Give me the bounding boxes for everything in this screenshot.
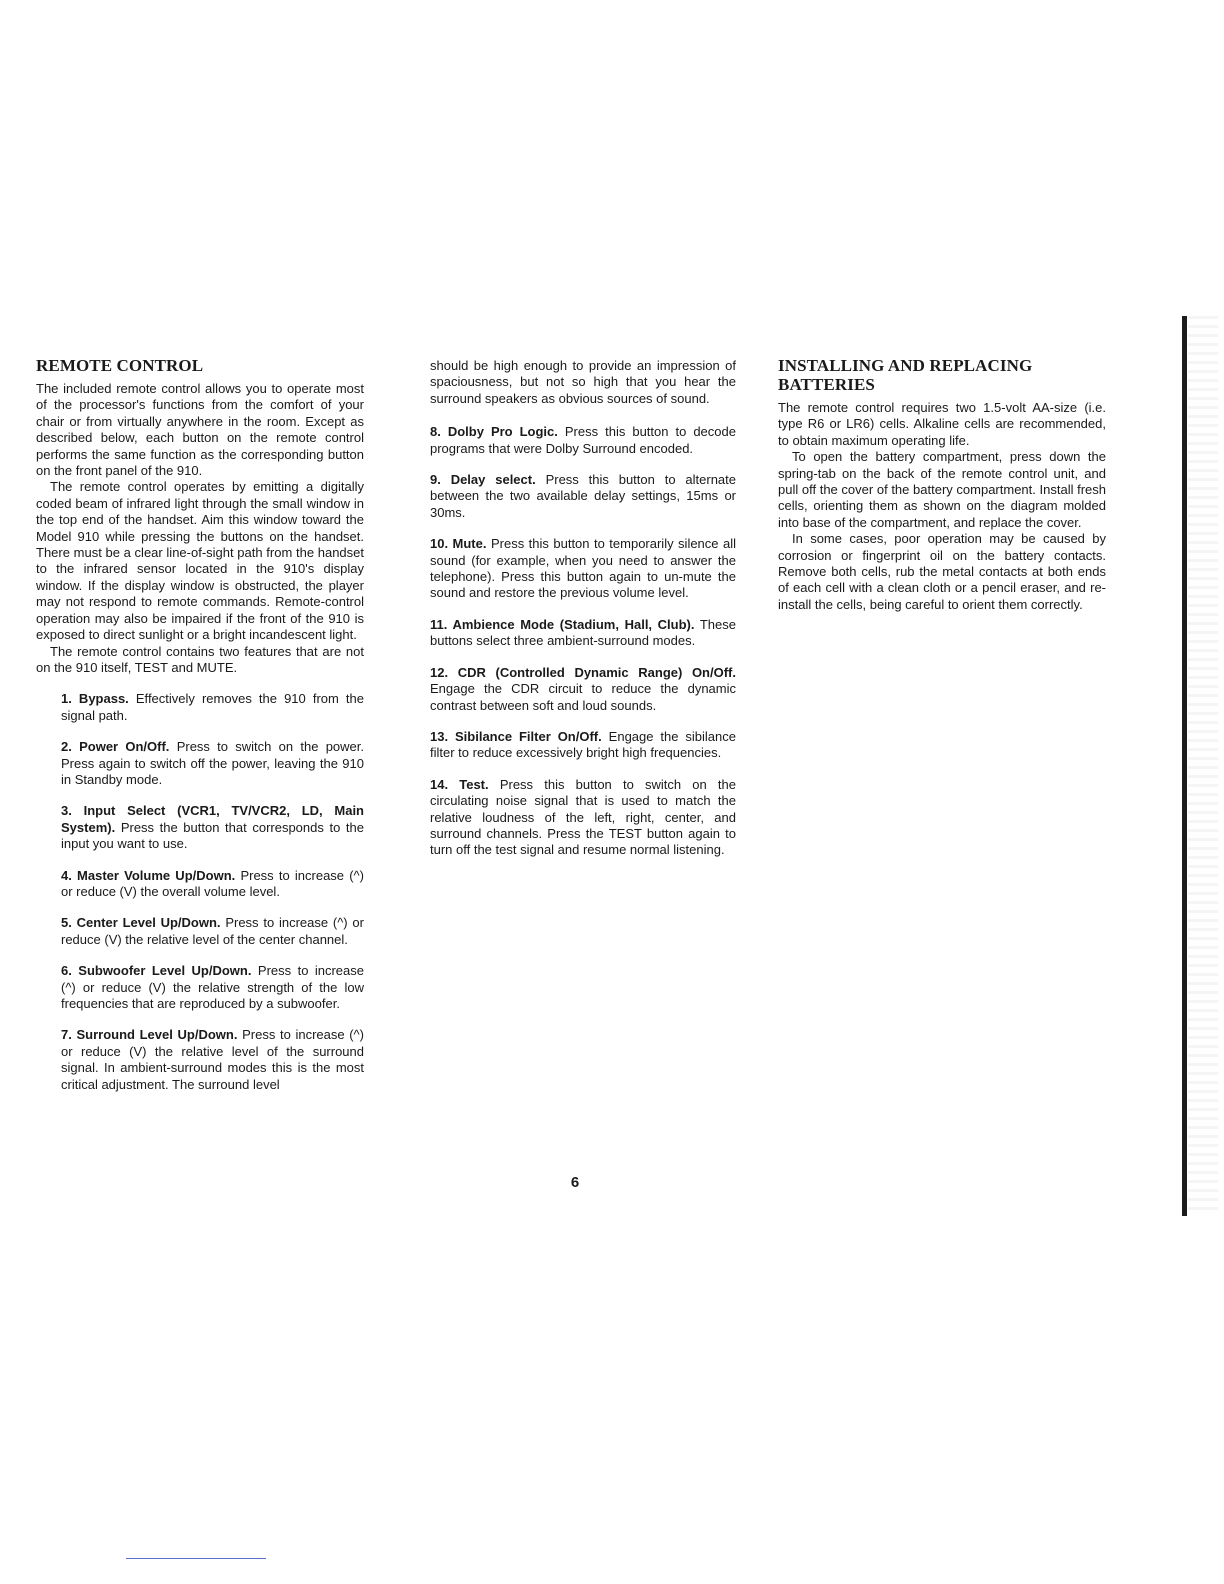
paragraph: In some cases, poor operation may be caused by corrosion or fingerprint oil on the battery contacts. Remove both cells, rub the metal contacts at both ends of each cell with a clean cloth or a pencil eraser, and re-install the cells, being careful to orient them correctly. <box>778 531 1106 612</box>
item-heading: 10. Mute. <box>430 536 487 552</box>
batteries-heading: INSTALLING AND REPLACING BATTERIES <box>778 356 1033 394</box>
item-heading: 5. Center Level Up/Down. <box>61 915 221 931</box>
scan-edge-artifact <box>1188 316 1218 1216</box>
list-item <box>430 424 736 457</box>
item-heading: 1. Bypass. <box>61 691 129 707</box>
page-number: 6 <box>570 1174 580 1191</box>
list-item <box>61 963 364 1012</box>
paragraph: To open the battery compartment, press down the spring-tab on the back of the remote control unit, and pull off the cover of the battery compartment. Install fresh cells, orienting them as shown on the diagram molded into base of the compartment, and replace the cover. <box>778 449 1106 530</box>
button-list <box>36 691 364 1093</box>
list-item <box>430 536 736 602</box>
item-heading: 2. Power On/Off. <box>61 739 170 755</box>
item-heading: 7. Surround Level Up/Down. <box>61 1027 238 1043</box>
scan-bottom-line <box>126 1558 266 1559</box>
paragraph: The remote control requires two 1.5-volt AA-size (i.e. type R6 or LR6) cells. Alkaline cells are recommended, to obtain maximum operating life. <box>778 400 1106 448</box>
paragraph: The included remote control allows you to operate most of the processor's functions from the comfort of your chair or from virtually anywhere in the room. Except as described below, each button on the remote control performs the same function as the corresponding button on the front panel of the 910. <box>36 381 364 479</box>
item-text: Press this button to alternate between the two available delay settings, 15ms or 30ms. <box>430 472 736 520</box>
middle-column <box>430 358 736 874</box>
item-heading: 4. Master Volume Up/Down. <box>61 867 236 883</box>
list-item <box>61 915 364 948</box>
item-text: Press to increase (^) or reduce (V) the overall volume level. <box>61 867 364 899</box>
item-text: Press this button to switch on the circulating noise signal that is used to match the relative loudness of the left, right, center, and surround channels. Press the TEST button again to turn off the test signal and resume normal listening. <box>430 776 736 858</box>
list-item <box>430 472 736 521</box>
paragraph: The remote control operates by emitting a digitally coded beam of infrared light through the small window in the top end of the handset. Aim this window toward the Model 910 while pressing the buttons on the handset. There must be a clear line-of-sight path from the handset to the infrared sensor located in the 910's display window. If the display window is obstructed, the player may not respond to remote commands. Remote-control operation may also be impaired if the front of the 910 is exposed to direct sunlight or a bright incandescent light. <box>36 479 364 643</box>
paragraph: The remote control contains two features that are not on the 910 itself, TEST and MUTE. <box>36 643 364 675</box>
item-heading: 8. Dolby Pro Logic. <box>430 424 558 440</box>
list-item <box>61 1027 364 1093</box>
right-column <box>778 356 1106 613</box>
list-item <box>61 739 364 788</box>
item-text: Engage the CDR circuit to reduce the dynamic contrast between soft and loud sounds. <box>430 681 736 713</box>
item-text: should be high enough to provide an impression of spaciousness, but not so high that you hear the surround speakers as obvious sources of sound. <box>430 358 736 406</box>
item-heading: 13. Sibilance Filter On/Off. <box>430 728 602 744</box>
list-item <box>61 803 364 852</box>
scan-edge-bar <box>1182 316 1187 1216</box>
item-text: Effectively removes the 910 from the signal path. <box>61 691 364 723</box>
remote-control-heading: REMOTE CONTROL <box>36 356 204 375</box>
item-text: These buttons select three ambient-surround modes. <box>430 616 736 649</box>
item-heading: 6. Subwoofer Level Up/Down. <box>61 963 252 979</box>
item-text: Press this button to decode programs that were Dolby Surround encoded. <box>430 424 736 456</box>
item-text: Engage the sibilance filter to reduce excessively bright high frequencies. <box>430 728 736 761</box>
item-text: Press to switch on the power. Press again to switch off the power, leaving the 910 in Standby mode. <box>61 739 364 787</box>
item-text: Press to increase (^) or reduce (V) the relative level of the center channel. <box>61 915 364 947</box>
list-item <box>430 729 736 762</box>
list-item <box>61 868 364 901</box>
item-text: Press to increase (^) or reduce (V) the relative strength of the low frequencies that are reproduced by a subwoofer. <box>61 963 364 1011</box>
left-column <box>36 356 364 1108</box>
list-item <box>430 777 736 859</box>
list-item-continued <box>430 358 736 407</box>
item-text: Press the button that corresponds to the input you want to use. <box>61 819 364 852</box>
item-heading: 3. Input Select (VCR1, TV/VCR2, LD, Main System). <box>61 803 364 835</box>
item-text: Press this button to temporarily silence all sound (for example, when you need to answer the telephone). Press this button again to un-mute the sound and restore the previous volume level. <box>430 536 736 601</box>
item-heading: 9. Delay select. <box>430 472 536 488</box>
list-item <box>430 617 736 650</box>
list-item <box>61 691 364 724</box>
item-heading: 11. Ambience Mode (Stadium, Hall, Club). <box>430 616 695 632</box>
item-text: Press to increase (^) or reduce (V) the relative level of the surround signal. In ambient-surround modes this is the most critical adjustment. The surround level <box>61 1027 364 1092</box>
item-heading: 14. Test. <box>430 776 489 792</box>
list-item <box>430 665 736 714</box>
item-heading: 12. CDR (Controlled Dynamic Range) On/Off. <box>430 664 736 680</box>
